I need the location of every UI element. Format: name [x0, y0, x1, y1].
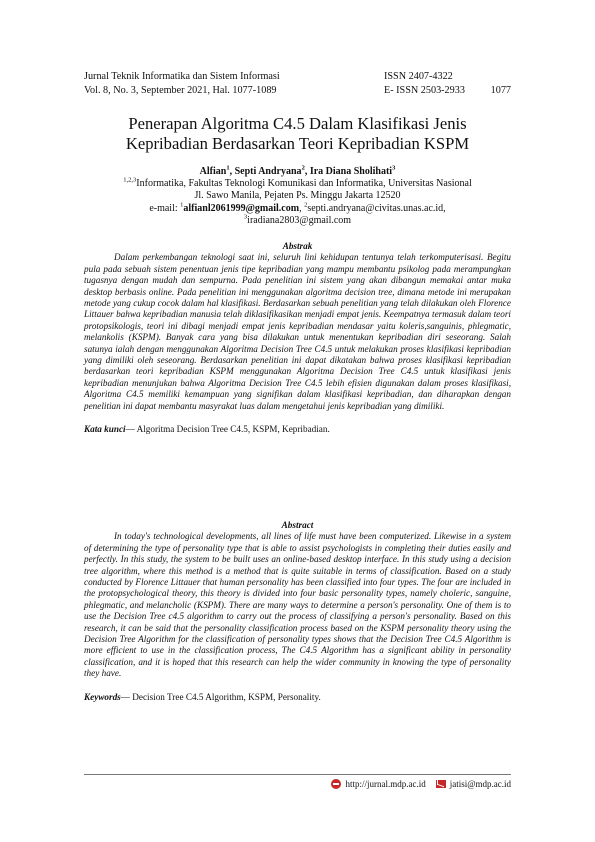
kata-kunci-label: Kata kunci: [84, 424, 126, 435]
email-sep: ,: [299, 202, 305, 214]
author-names: [70, 166, 525, 178]
email-1[interactable]: alfianl2061999@gmail.com: [183, 202, 300, 214]
footer: [331, 779, 511, 789]
author-1-sup: 1: [226, 164, 230, 172]
keywords-label: Keywords: [84, 691, 121, 702]
abstrak-section: [84, 241, 511, 436]
footer-website[interactable]: http://jurnal.mdp.ac.id: [345, 779, 426, 789]
email-line-2: [70, 215, 525, 227]
author-3-sup: 3: [392, 164, 396, 172]
abstrak-heading: Abstrak: [282, 241, 313, 251]
author-2: Septi Andryana: [234, 166, 302, 177]
author-block: [70, 166, 525, 227]
mail-icon: [436, 780, 446, 788]
affiliation: [70, 178, 525, 190]
email-2[interactable]: septi.andryana@civitas.unas.ac.id,: [307, 202, 446, 214]
keywords: [84, 692, 511, 703]
email-3-sup: 3: [243, 213, 248, 221]
email-3[interactable]: iradiana2803@gmail.com: [247, 214, 352, 226]
paper-title: [70, 114, 525, 154]
title-line-1: Penerapan Algoritma C4.5 Dalam Klasifikasi Jenis: [128, 114, 467, 133]
page-number: 1077: [490, 84, 511, 96]
abstrak-body: Dalam perkembangan teknologi saat ini, seluruh lini kehidupan tentunya telah terkomputerisasi. Begitu pula pada sebuah sistem penentuan jenis tipe kepribadian yang mampu membantu psikolog pada merampungkan tugasnya dengan mudah dan sempurna. Pada penelitian ini sistem yang akan dibangun memakai antar muka desktop berbasis online. Pada penelitian ini menggunakan algoritma decision tree, dimana metode ini merupakan metode yang cukup cocok dalam hal klasifikasi. Berdasarkan sebuah penelitian yang telah dilakukan oleh Florence Littauer bahwa kepribadian manusia telah diklasifikasikan menjadi empat jenis. Keempatnya termasuk dalam teori protopsikologis, teori ini dibagi menjadi empat jenis kepribadian mendasar yaitu koleris,sanguinis, phlegmatic, melankolis (KSPM). Banyak cara yang bisa dilakukan untuk menentukan kepribadian diri seseorang. Salah satunya ialah dengan menggunakan Algoritma Decision Tree C4.5 untuk melakukan proses klasifikasi kepribadian yang dimiliki oleh seseorang. Berdasarkan penelitian ini dapat dikatakan bahwa proses klasifikasi kepribadian berdasarkan teori kepribadian KSPM menggunakan Algoritma Decision Tree C4.5 untuk klasifikasi jenis kepribadian menunjukan bahwa Algoritma Decision Tree C4.5 lebih efisien digunakan dalam proses klasifikasi, Algoritma C4.5 memiliki kemampuan yang signifikan dalam klasifikasi kepribadian, dan diharapkan dengan penelitian ini dapat membantu masyrakat luas dalam mengetahui jenis kepribadian yang dimiliki.: [84, 252, 511, 411]
address: Jl. Sawo Manila, Pejaten Ps. Minggu Jakarta 12520: [194, 190, 401, 202]
kata-kunci-text: — Algoritma Decision Tree C4.5, KSPM, Kepribadian.: [125, 424, 330, 435]
email-label: e-mail:: [149, 202, 181, 214]
volume-info: Vol. 8, No. 3, September 2021, Hal. 1077-1089: [84, 84, 277, 96]
globe-icon: [331, 779, 341, 789]
author-3: Ira Diana Sholihati: [309, 166, 393, 177]
footer-email[interactable]: jatisi@mdp.ac.id: [449, 779, 511, 789]
eissn-block: [384, 84, 511, 98]
journal-name: Jurnal Teknik Informatika dan Sistem Informasi: [84, 71, 280, 82]
author-2-sup: 2: [301, 164, 305, 172]
journal-header: [84, 70, 511, 97]
email-2-sup: 2: [304, 201, 308, 209]
abstract-body: In today's technological developments, all lines of life must have been computerized. Likewise in a system of determining the type of personality type that is able to assist psychologists in completing their duties easily and perfectly. In this study, the system to be built uses an online-based desktop interface. In this study using a decision tree algorithm, where this method is a method that is quite suitable in terms of classification. Based on a study conducted by Florence Littauer that human personality has been classified into four types. The four are included in the protopsychological theory, this theory is divided into four basic personality types, namely choleric, sanguine, phlegmatic, and melancholic (KSPM). There are many ways to determine a person's personality. One of them is to use the Decision Tree c4.5 algorithm to carry out the process of classifying a person's personality. Based on this research, it can be said that the personality classification process based on the KSPM personality theory using the Decision Tree Algorithm for the classification of personality types shows that the Decision Tree C4.5 Algorithm is more efficient to use in the classification process, The C4.5 Algorithm has a significant ability in personality classification, and it is hoped that this research can help the wider community in knowing the type of personality they have.: [84, 531, 511, 679]
email-1-sup: 1: [180, 201, 184, 209]
affiliation-text: Informatika, Fakultas Teknologi Komunikasi dan Informatika, Universitas Nasional: [136, 178, 472, 190]
kata-kunci: [84, 424, 511, 435]
affiliation-sup: 1,2,3: [123, 176, 137, 184]
footer-divider: [84, 774, 511, 775]
abstract-section: [84, 520, 511, 703]
abstract-heading: Abstract: [281, 520, 314, 530]
author-sep: ,: [304, 166, 310, 177]
email-line: [70, 203, 525, 215]
keywords-text: — Decision Tree C4.5 Algorithm, KSPM, Personality.: [120, 691, 321, 702]
title-line-2: Kepribadian Berdasarkan Teori Kepribadian KSPM: [125, 134, 470, 153]
author-sep: ,: [229, 166, 235, 177]
eissn: E- ISSN 2503-2933: [384, 84, 465, 96]
author-1: Alfian: [199, 166, 227, 177]
issn: ISSN 2407-4322: [384, 71, 453, 82]
